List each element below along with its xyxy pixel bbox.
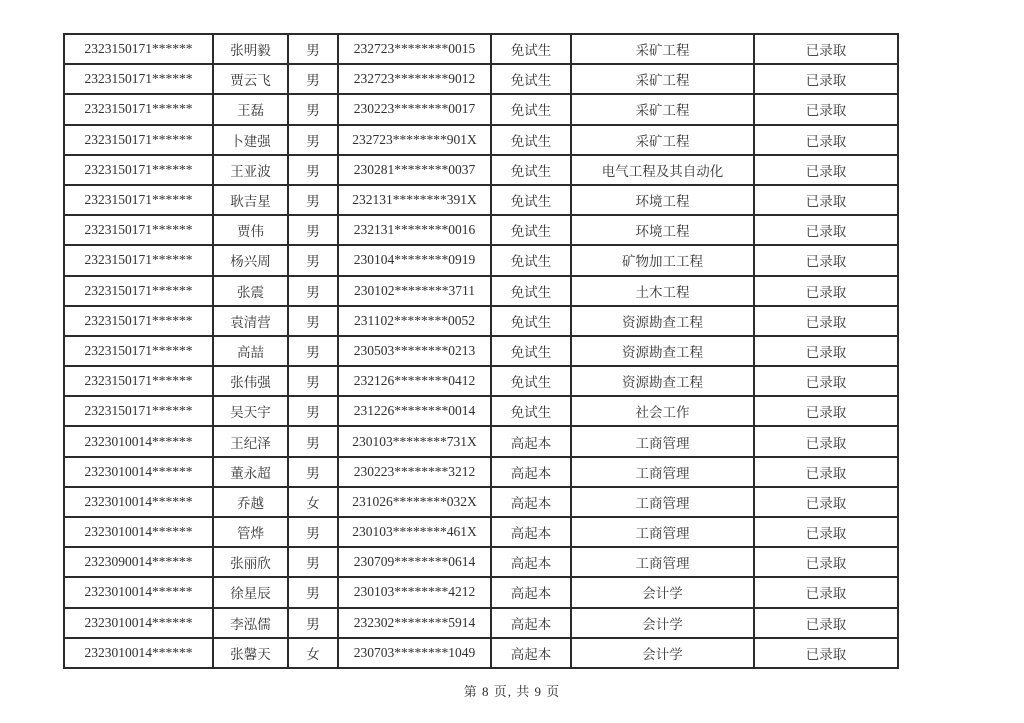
table-row — [64, 608, 898, 638]
table-row — [64, 64, 898, 94]
cell-candidate-no: 2323150171****** — [64, 155, 213, 185]
cell-name: 王纪泽 — [213, 426, 288, 456]
cell-name: 吴天宇 — [213, 396, 288, 426]
cell-major: 采矿工程 — [571, 94, 754, 124]
cell-gender: 男 — [288, 34, 338, 64]
cell-student-type: 免试生 — [491, 64, 571, 94]
cell-major: 社会工作 — [571, 396, 754, 426]
cell-id-number: 231102********0052 — [338, 306, 491, 336]
cell-id-number: 232723********9012 — [338, 64, 491, 94]
cell-status: 已录取 — [754, 336, 898, 366]
cell-student-type: 高起本 — [491, 517, 571, 547]
cell-gender: 男 — [288, 426, 338, 456]
cell-major: 会计学 — [571, 608, 754, 638]
cell-gender: 男 — [288, 457, 338, 487]
cell-candidate-no: 2323150171****** — [64, 396, 213, 426]
cell-major: 土木工程 — [571, 276, 754, 306]
table-row — [64, 577, 898, 607]
cell-status: 已录取 — [754, 215, 898, 245]
cell-major: 工商管理 — [571, 547, 754, 577]
cell-status: 已录取 — [754, 426, 898, 456]
cell-name: 徐星辰 — [213, 577, 288, 607]
cell-student-type: 免试生 — [491, 185, 571, 215]
cell-id-number: 231026********032X — [338, 487, 491, 517]
cell-status: 已录取 — [754, 608, 898, 638]
cell-name: 张丽欣 — [213, 547, 288, 577]
cell-student-type: 免试生 — [491, 336, 571, 366]
cell-major: 资源勘查工程 — [571, 306, 754, 336]
cell-status: 已录取 — [754, 638, 898, 668]
cell-name: 张震 — [213, 276, 288, 306]
table-row — [64, 457, 898, 487]
cell-status: 已录取 — [754, 245, 898, 275]
cell-name: 管烨 — [213, 517, 288, 547]
cell-candidate-no: 2323150171****** — [64, 245, 213, 275]
cell-gender: 男 — [288, 336, 338, 366]
cell-id-number: 230102********3711 — [338, 276, 491, 306]
cell-student-type: 免试生 — [491, 215, 571, 245]
cell-gender: 女 — [288, 487, 338, 517]
cell-candidate-no: 2323150171****** — [64, 185, 213, 215]
cell-major: 采矿工程 — [571, 64, 754, 94]
cell-name: 王磊 — [213, 94, 288, 124]
cell-gender: 女 — [288, 638, 338, 668]
cell-student-type: 高起本 — [491, 608, 571, 638]
table-row — [64, 336, 898, 366]
cell-name: 贾伟 — [213, 215, 288, 245]
cell-gender: 男 — [288, 396, 338, 426]
cell-name: 贾云飞 — [213, 64, 288, 94]
cell-id-number: 232723********901X — [338, 125, 491, 155]
cell-candidate-no: 2323150171****** — [64, 125, 213, 155]
cell-major: 工商管理 — [571, 426, 754, 456]
cell-name: 张明毅 — [213, 34, 288, 64]
cell-status: 已录取 — [754, 366, 898, 396]
cell-student-type: 高起本 — [491, 547, 571, 577]
cell-status: 已录取 — [754, 547, 898, 577]
cell-candidate-no: 2323150171****** — [64, 366, 213, 396]
cell-major: 环境工程 — [571, 185, 754, 215]
cell-candidate-no: 2323150171****** — [64, 64, 213, 94]
cell-name: 高喆 — [213, 336, 288, 366]
cell-status: 已录取 — [754, 457, 898, 487]
cell-status: 已录取 — [754, 34, 898, 64]
cell-name: 王亚波 — [213, 155, 288, 185]
cell-gender: 男 — [288, 185, 338, 215]
table-row — [64, 517, 898, 547]
cell-status: 已录取 — [754, 306, 898, 336]
table-row — [64, 245, 898, 275]
table-row — [64, 125, 898, 155]
cell-candidate-no: 2323150171****** — [64, 94, 213, 124]
cell-id-number: 230703********1049 — [338, 638, 491, 668]
cell-name: 杨兴周 — [213, 245, 288, 275]
cell-status: 已录取 — [754, 276, 898, 306]
cell-student-type: 免试生 — [491, 396, 571, 426]
table-row — [64, 155, 898, 185]
cell-major: 环境工程 — [571, 215, 754, 245]
cell-id-number: 230709********0614 — [338, 547, 491, 577]
cell-candidate-no: 2323010014****** — [64, 577, 213, 607]
cell-id-number: 230103********461X — [338, 517, 491, 547]
cell-gender: 男 — [288, 366, 338, 396]
cell-id-number: 230103********731X — [338, 426, 491, 456]
cell-candidate-no: 2323150171****** — [64, 215, 213, 245]
cell-gender: 男 — [288, 155, 338, 185]
cell-candidate-no: 2323010014****** — [64, 457, 213, 487]
cell-gender: 男 — [288, 245, 338, 275]
cell-student-type: 免试生 — [491, 125, 571, 155]
table-row — [64, 426, 898, 456]
cell-student-type: 免试生 — [491, 276, 571, 306]
cell-name: 李泓儒 — [213, 608, 288, 638]
table-row — [64, 396, 898, 426]
cell-major: 工商管理 — [571, 457, 754, 487]
cell-name: 卜建强 — [213, 125, 288, 155]
cell-gender: 男 — [288, 215, 338, 245]
cell-id-number: 232302********5914 — [338, 608, 491, 638]
cell-candidate-no: 2323150171****** — [64, 276, 213, 306]
cell-student-type: 高起本 — [491, 638, 571, 668]
cell-student-type: 高起本 — [491, 457, 571, 487]
cell-gender: 男 — [288, 94, 338, 124]
cell-id-number: 232131********0016 — [338, 215, 491, 245]
table-row — [64, 94, 898, 124]
cell-candidate-no: 2323150171****** — [64, 306, 213, 336]
cell-student-type: 免试生 — [491, 245, 571, 275]
table-row — [64, 366, 898, 396]
cell-gender: 男 — [288, 64, 338, 94]
cell-id-number: 232723********0015 — [338, 34, 491, 64]
admission-table — [63, 33, 899, 669]
table-row — [64, 547, 898, 577]
cell-id-number: 231226********0014 — [338, 396, 491, 426]
cell-major: 工商管理 — [571, 487, 754, 517]
cell-major: 会计学 — [571, 577, 754, 607]
cell-student-type: 高起本 — [491, 426, 571, 456]
page-number-footer: 第 8 页, 共 9 页 — [463, 684, 561, 699]
admission-table-body — [64, 34, 898, 668]
cell-gender: 男 — [288, 306, 338, 336]
cell-id-number: 230103********4212 — [338, 577, 491, 607]
cell-candidate-no: 2323150171****** — [64, 336, 213, 366]
cell-id-number: 232131********391X — [338, 185, 491, 215]
cell-status: 已录取 — [754, 577, 898, 607]
cell-major: 工商管理 — [571, 517, 754, 547]
cell-status: 已录取 — [754, 185, 898, 215]
cell-gender: 男 — [288, 276, 338, 306]
cell-student-type: 免试生 — [491, 155, 571, 185]
cell-student-type: 高起本 — [491, 487, 571, 517]
cell-status: 已录取 — [754, 517, 898, 547]
cell-student-type: 高起本 — [491, 577, 571, 607]
cell-student-type: 免试生 — [491, 34, 571, 64]
cell-candidate-no: 2323010014****** — [64, 608, 213, 638]
table-row — [64, 185, 898, 215]
cell-name: 张馨天 — [213, 638, 288, 668]
cell-major: 矿物加工工程 — [571, 245, 754, 275]
cell-gender: 男 — [288, 608, 338, 638]
table-row — [64, 306, 898, 336]
table-row — [64, 34, 898, 64]
cell-status: 已录取 — [754, 64, 898, 94]
cell-candidate-no: 2323010014****** — [64, 638, 213, 668]
cell-candidate-no: 2323090014****** — [64, 547, 213, 577]
table-row — [64, 487, 898, 517]
table-row — [64, 215, 898, 245]
table-row — [64, 638, 898, 668]
cell-name: 袁清营 — [213, 306, 288, 336]
cell-id-number: 230281********0037 — [338, 155, 491, 185]
cell-major: 采矿工程 — [571, 34, 754, 64]
cell-major: 资源勘查工程 — [571, 366, 754, 396]
cell-status: 已录取 — [754, 487, 898, 517]
cell-status: 已录取 — [754, 94, 898, 124]
cell-status: 已录取 — [754, 125, 898, 155]
cell-id-number: 230104********0919 — [338, 245, 491, 275]
cell-name: 乔越 — [213, 487, 288, 517]
cell-student-type: 免试生 — [491, 306, 571, 336]
cell-gender: 男 — [288, 125, 338, 155]
cell-student-type: 免试生 — [491, 94, 571, 124]
cell-candidate-no: 2323010014****** — [64, 487, 213, 517]
cell-gender: 男 — [288, 517, 338, 547]
cell-id-number: 230503********0213 — [338, 336, 491, 366]
cell-name: 张伟强 — [213, 366, 288, 396]
cell-id-number: 230223********3212 — [338, 457, 491, 487]
cell-candidate-no: 2323010014****** — [64, 517, 213, 547]
cell-student-type: 免试生 — [491, 366, 571, 396]
cell-id-number: 232126********0412 — [338, 366, 491, 396]
cell-candidate-no: 2323150171****** — [64, 34, 213, 64]
cell-name: 董永超 — [213, 457, 288, 487]
cell-major: 采矿工程 — [571, 125, 754, 155]
cell-candidate-no: 2323010014****** — [64, 426, 213, 456]
cell-status: 已录取 — [754, 155, 898, 185]
cell-major: 会计学 — [571, 638, 754, 668]
cell-major: 资源勘查工程 — [571, 336, 754, 366]
cell-status: 已录取 — [754, 396, 898, 426]
cell-gender: 男 — [288, 547, 338, 577]
cell-id-number: 230223********0017 — [338, 94, 491, 124]
cell-gender: 男 — [288, 577, 338, 607]
table-row — [64, 276, 898, 306]
cell-name: 耿吉星 — [213, 185, 288, 215]
cell-major: 电气工程及其自动化 — [571, 155, 754, 185]
